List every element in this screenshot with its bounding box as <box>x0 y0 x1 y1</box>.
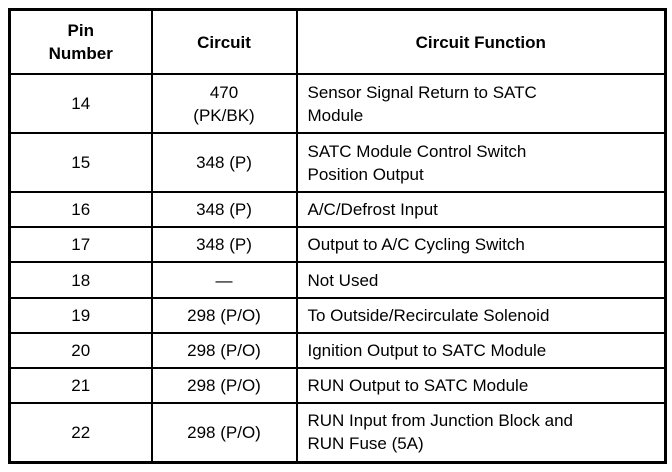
pin-cell: 18 <box>10 262 152 297</box>
function-line1: RUN Input from Junction Block and <box>307 411 574 431</box>
header-pin-number <box>10 10 152 75</box>
table-row <box>10 298 666 333</box>
table-row <box>10 333 666 368</box>
pin-cell: 19 <box>10 298 152 333</box>
table-row <box>10 403 666 463</box>
function-cell: Output to A/C Cycling Switch <box>297 227 666 262</box>
function-line1: SATC Module Control Switch <box>307 141 527 161</box>
table-row <box>10 74 666 133</box>
pin-cell: 14 <box>10 74 152 133</box>
table-row <box>10 133 666 192</box>
pin-cell: 21 <box>10 368 152 403</box>
function-cell: Ignition Output to SATC Module <box>297 333 666 368</box>
header-pin-line2: Number <box>48 44 113 63</box>
function-cell: Not Used <box>297 262 666 297</box>
circuit-cell: 298 (P/O) <box>152 333 297 368</box>
circuit-cell: — <box>152 262 297 297</box>
table-row <box>10 192 666 227</box>
pin-table-container <box>8 8 664 464</box>
table-row <box>10 262 666 297</box>
pin-cell: 17 <box>10 227 152 262</box>
circuit-line1: 470 <box>209 82 239 102</box>
function-cell <box>297 74 666 133</box>
table-row <box>10 227 666 262</box>
function-line1: Sensor Signal Return to SATC <box>307 82 537 102</box>
header-pin-line1: Pin <box>67 21 94 40</box>
function-line2: RUN Fuse (5A) <box>307 434 424 454</box>
circuit-cell <box>152 74 297 133</box>
pin-cell: 20 <box>10 333 152 368</box>
circuit-line2: (PK/BK) <box>193 105 255 125</box>
function-cell: To Outside/Recirculate Solenoid <box>297 298 666 333</box>
function-cell <box>297 133 666 192</box>
pin-cell: 16 <box>10 192 152 227</box>
circuit-cell: 298 (P/O) <box>152 403 297 463</box>
function-cell: RUN Output to SATC Module <box>297 368 666 403</box>
table-row <box>10 368 666 403</box>
header-row <box>10 10 666 75</box>
pin-cell: 15 <box>10 133 152 192</box>
circuit-cell: 298 (P/O) <box>152 298 297 333</box>
circuit-cell: 348 (P) <box>152 192 297 227</box>
pin-circuit-table <box>8 8 667 464</box>
header-circuit: Circuit <box>152 10 297 75</box>
function-cell: A/C/Defrost Input <box>297 192 666 227</box>
function-cell <box>297 403 666 463</box>
circuit-cell: 348 (P) <box>152 133 297 192</box>
function-line2: Position Output <box>307 164 424 184</box>
circuit-cell: 348 (P) <box>152 227 297 262</box>
function-line2: Module <box>307 105 364 125</box>
pin-cell: 22 <box>10 403 152 463</box>
circuit-cell: 298 (P/O) <box>152 368 297 403</box>
header-circuit-function: Circuit Function <box>297 10 666 75</box>
